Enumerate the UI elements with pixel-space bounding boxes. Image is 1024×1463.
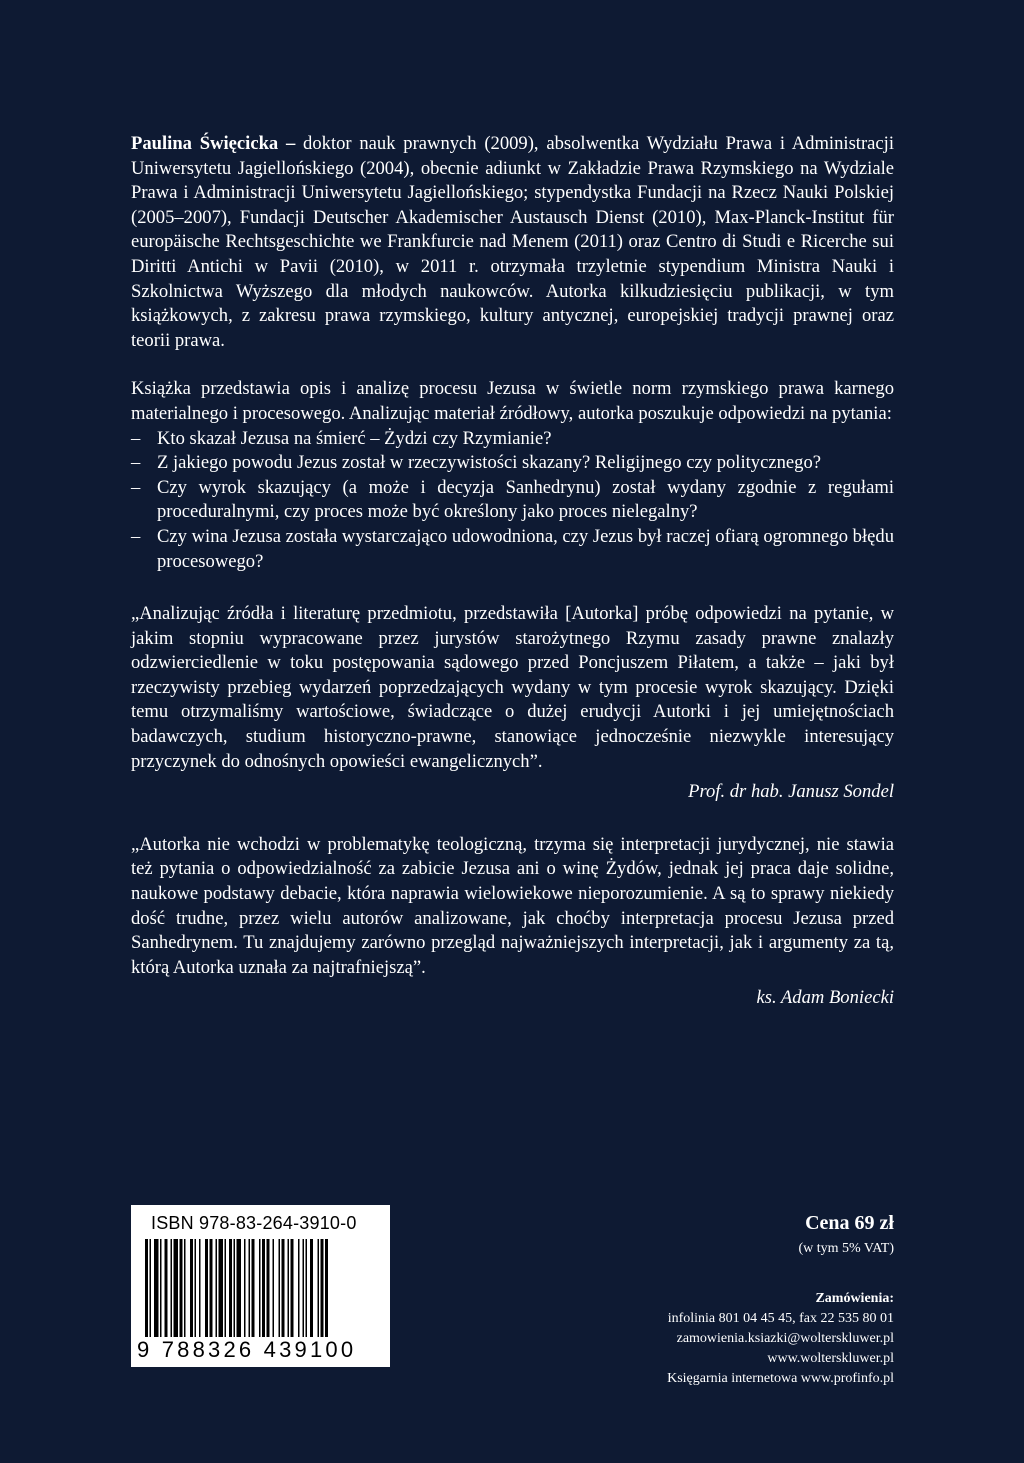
dash-bullet: – [131, 427, 141, 449]
question-item [131, 451, 894, 476]
barcode-digits: 9 788326 439100 [137, 1337, 357, 1362]
review-quote-author: ks. Adam Boniecki [756, 987, 894, 1009]
price-label: Cena 69 zł [805, 1212, 894, 1234]
author-bio-text: doktor nauk prawnych (2009), absolwentka Wydziału Prawa i Administracji Uniwersytetu Jagiellońskiego (2004), obecnie adiunkt w Zakładzie Prawa Rzymskiego na Wydziale Prawa i Administracji Uniwersytetu Jagiellońskiego; stypendystka Fundacji na Rzecz Nauki Polskiej (2005–2007), Fundacji Deutscher Akademischer Austausch Dienst (2010), Max-Planck-Institut für europäische Rechtsgeschichte we Frankfurcie nad Menem (2011) oraz Centro di Studi e Ricerche sui Diritti Antichi w Pavii (2010), w 2011 r. otrzymała trzyletnie stypendium Ministra Nauki i Szkolnictwa Wyższego dla młodych naukowców. Autorka kilkudziesięciu publikacji, w tym książkowych, z zakresu prawa rzymskiego, kultury antycznej, europejskiej tradycji prawnej oraz teorii prawa. [131, 133, 894, 351]
price-block [798, 1212, 894, 1257]
question-list [131, 427, 894, 575]
question-text: Kto skazał Jezusa na śmierć – Żydzi czy Rzymianie? [157, 427, 552, 449]
vat-note: (w tym 5% VAT) [798, 1241, 894, 1256]
dash-bullet: – [131, 452, 141, 474]
barcode-bars [145, 1239, 377, 1337]
dash-bullet: – [131, 476, 141, 498]
question-item [131, 525, 894, 574]
question-text: Z jakiego powodu Jezus został w rzeczywistości skazany? Religijnego czy politycznego? [157, 452, 821, 474]
review-quote-author: Prof. dr hab. Janusz Sondel [688, 781, 894, 803]
orders-website: www.wolterskluwer.pl [767, 1351, 894, 1366]
orders-shop: Księgarnia internetowa www.profinfo.pl [667, 1371, 894, 1386]
orders-email: zamowienia.ksiazki@wolterskluwer.pl [676, 1331, 894, 1346]
review-quote [131, 602, 894, 805]
orders-phone: infolinia 801 04 45 45, fax 22 535 80 01 [667, 1311, 894, 1326]
review-quote-text: „Autorka nie wchodzi w problematykę teologiczną, trzyma się interpretacji jurydycznej, nie stawia też pytania o odpowiedzialność za zabicie Jezusa ani o winę Żydów, jednak jej praca daje solidne, naukowe podstawy debacie, która naprawia wielowiekowe nieporozumienie. A są to sprawy niekiedy dość trudne, przez wielu autorów analizowane, jak choćby interpretacja procesu Jezusa przed Sanhedrynem. Tu znajdujemy zarówno przegląd najważniejszych interpretacji, jak i argumenty za tą, którą Autorka uznała za najtrafniejszą”. [131, 833, 894, 978]
author-bio [131, 132, 894, 353]
description-intro: Książka przedstawia opis i analizę procesu Jezusa w świetle norm rzymskiego prawa karnego materialnego i procesowego. Analizując materiał źródłowy, autorka poszukuje odpowiedzi na pytania: [131, 378, 894, 424]
question-text: Czy wyrok skazujący (a może i decyzja Sanhedrynu) został wydany zgodnie z regułami proceduralnymi, czy proces może być określony jako proces nielegalny? [157, 476, 894, 523]
author-bio-paragraph [131, 132, 894, 353]
dash-bullet: – [131, 525, 141, 547]
orders-title: Zamówienia: [815, 1291, 894, 1306]
question-item [131, 427, 894, 452]
author-name: Paulina Święcicka – [131, 133, 296, 154]
question-text: Czy wina Jezusa została wystarczająco udowodniona, czy Jezus był raczej ofiarą ogromnego błędu procesowego? [157, 525, 894, 572]
book-description [131, 377, 894, 574]
isbn-barcode [131, 1205, 390, 1367]
orders-info [667, 1289, 894, 1389]
isbn-number: ISBN 978-83-264-3910-0 [151, 1213, 357, 1233]
review-quote-text: „Analizując źródła i literaturę przedmiotu, przedstawiła [Autorka] próbę odpowiedzi na pytanie, w jakim stopniu wypracowane przez jurystów starożytnego Rzymu zasady prawne znalazły odzwierciedlenie w toku postępowania sądowego przed Poncjuszem Piłatem, a także – jaki był rzeczywisty przebieg wydarzeń poprzedzających wydany w tym procesie wyrok skazujący. Dzięki temu otrzymaliśmy wartościowe, świadczące o dużej erudycji Autorki i jej umiejętnościach badawczych, studium historyczno-prawne, stanowiące jednocześnie niezwykle interesujący przyczynek do odnośnych opowieści ewangelicznych”. [131, 603, 894, 772]
review-quote [131, 833, 894, 1011]
question-item [131, 476, 894, 525]
cover-text [131, 132, 894, 1037]
